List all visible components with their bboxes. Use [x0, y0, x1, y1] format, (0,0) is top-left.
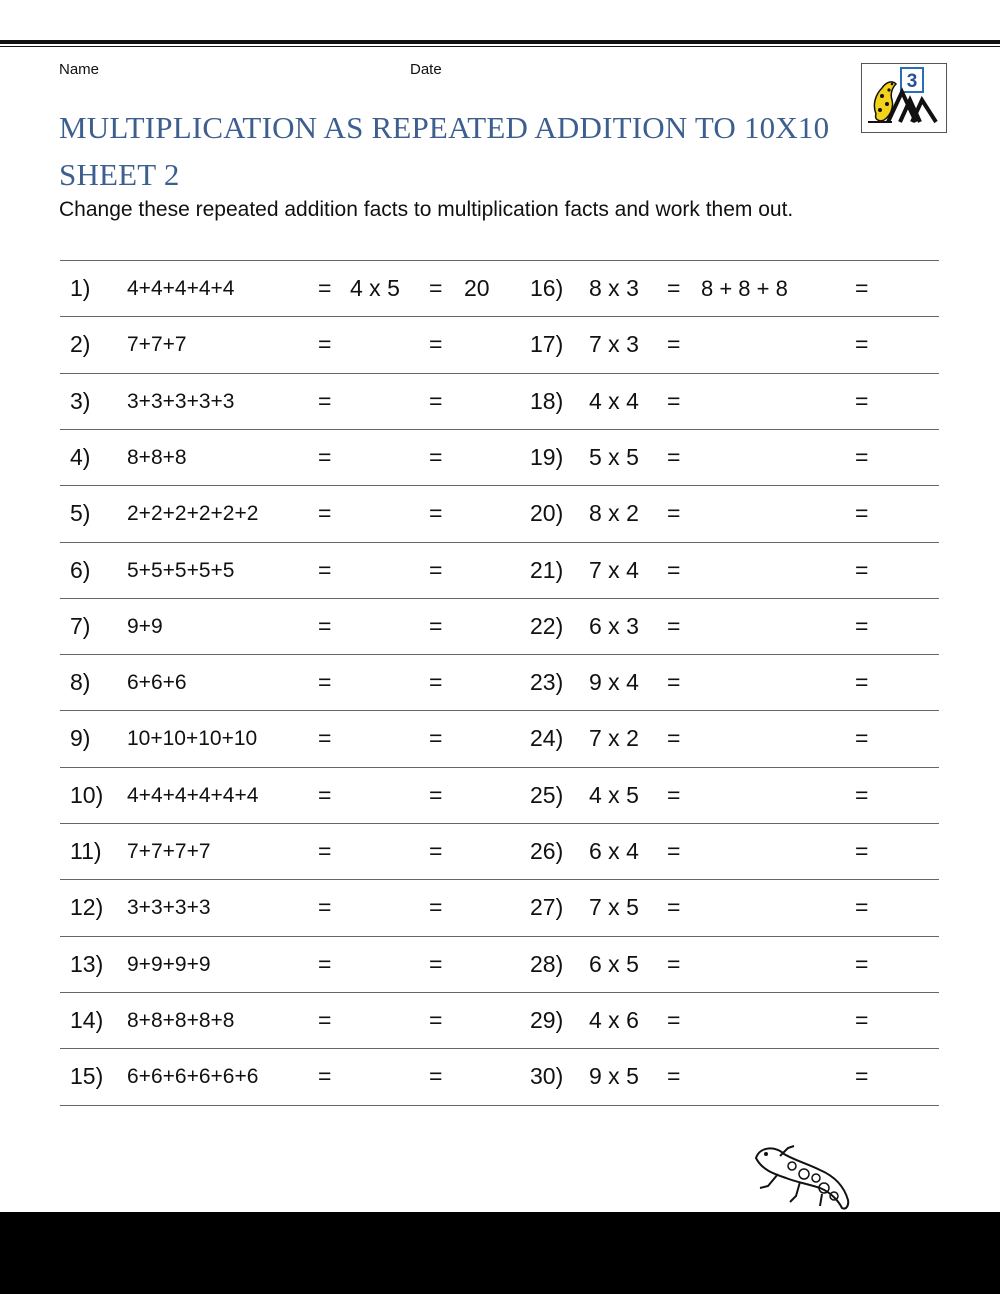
equals-sign: =: [667, 781, 681, 808]
equals-sign: =: [667, 275, 681, 301]
problem-number: 26): [530, 838, 564, 864]
multiplication-fact: 7 x 2: [589, 725, 639, 752]
problem-number: 2): [70, 331, 91, 358]
multiplication-fact: 9 x 5: [589, 1063, 639, 1090]
equals-sign: =: [667, 950, 681, 977]
repeated-addition: 7+7+7+7: [127, 840, 211, 863]
equals-sign: =: [855, 1063, 869, 1090]
problem-number: 11): [70, 838, 102, 864]
equals-sign: =: [429, 275, 443, 301]
equals-sign: =: [855, 556, 869, 583]
row-divider: [60, 1105, 939, 1106]
site-logo: [861, 63, 947, 133]
problem-number: 15): [70, 1063, 104, 1090]
equals-sign: =: [667, 331, 681, 358]
problem-row: [60, 768, 939, 824]
problem-number: 30): [530, 1063, 564, 1090]
equals-sign: =: [855, 443, 869, 470]
equals-sign: =: [429, 387, 443, 414]
equals-sign: =: [318, 275, 332, 301]
equals-sign: =: [667, 443, 681, 470]
problem-number: 8): [70, 669, 91, 696]
problem-number: 29): [530, 1006, 564, 1033]
problem-row: [60, 317, 939, 373]
equals-sign: =: [318, 443, 332, 470]
equals-sign: =: [667, 725, 681, 752]
title-line-2: SHEET 2: [59, 157, 180, 192]
equals-sign: =: [429, 612, 443, 639]
problem-row: [60, 824, 939, 880]
multiplication-fact: 4 x 4: [589, 387, 639, 414]
equals-sign: =: [429, 1006, 443, 1033]
repeated-addition: 5+5+5+5+5: [127, 558, 235, 582]
equals-sign: =: [855, 894, 869, 921]
repeated-addition: 9+9+9+9: [127, 952, 211, 976]
equals-sign: =: [855, 781, 869, 808]
equals-sign: =: [318, 387, 332, 414]
multiplication-fact: 6 x 5: [589, 950, 639, 977]
problem-number: 20): [530, 500, 564, 527]
salamander-icon: [750, 1140, 855, 1212]
problem-number: 12): [70, 894, 104, 921]
equals-sign: =: [667, 838, 681, 864]
equals-sign: =: [855, 500, 869, 527]
equals-sign: =: [855, 1006, 869, 1033]
repeated-addition: 8+8+8+8+8: [127, 1008, 235, 1032]
equals-sign: =: [667, 1006, 681, 1033]
equals-sign: =: [318, 950, 332, 977]
date-label: Date: [410, 61, 442, 78]
equals-sign: =: [667, 894, 681, 921]
problem-number: 7): [70, 612, 91, 639]
problem-row: [60, 486, 939, 542]
equals-sign: =: [667, 1063, 681, 1090]
problem-number: 21): [530, 556, 564, 583]
multiplication-fact: 4 x 5: [589, 781, 639, 808]
equals-sign: =: [318, 669, 332, 696]
equals-sign: =: [429, 500, 443, 527]
problem-number: 6): [70, 556, 91, 583]
equals-sign: =: [667, 669, 681, 696]
problem-row: [60, 993, 939, 1049]
multiplication-fact: 5 x 5: [589, 443, 639, 470]
equals-sign: =: [318, 894, 332, 921]
equals-sign: =: [855, 387, 869, 414]
problem-number: 13): [70, 950, 104, 977]
problem-number: 3): [70, 387, 91, 414]
problem-number: 16): [530, 275, 564, 301]
problem-row: [60, 937, 939, 993]
problem-number: 17): [530, 331, 564, 358]
equals-sign: =: [429, 443, 443, 470]
equals-sign: =: [318, 612, 332, 639]
multiplication-fact: 7 x 3: [589, 331, 639, 358]
repeated-addition-answer: 8 + 8 + 8: [701, 276, 788, 301]
repeated-addition: 3+3+3+3+3: [127, 389, 235, 413]
equals-sign: =: [429, 894, 443, 921]
equals-sign: =: [318, 781, 332, 808]
equals-sign: =: [855, 612, 869, 639]
title-line-1: MULTIPLICATION AS REPEATED ADDITION TO 10X10: [59, 110, 830, 145]
problem-number: 19): [530, 443, 564, 470]
equals-sign: =: [855, 950, 869, 977]
equals-sign: =: [429, 556, 443, 583]
equals-sign: =: [318, 331, 332, 358]
problem-number: 28): [530, 950, 564, 977]
equals-sign: =: [855, 725, 869, 752]
problem-row: [60, 655, 939, 711]
repeated-addition: 10+10+10+10: [127, 727, 258, 751]
problem-number: 9): [70, 725, 91, 752]
product-answer: 20: [464, 275, 490, 301]
repeated-addition: 8+8+8: [127, 445, 187, 469]
multiplication-fact: 7 x 5: [589, 894, 639, 921]
equals-sign: =: [318, 838, 332, 864]
equals-sign: =: [429, 1063, 443, 1090]
multiplication-fact: 6 x 3: [589, 612, 639, 639]
worksheet-title: [59, 104, 829, 198]
repeated-addition: 6+6+6+6+6+6: [127, 1065, 259, 1089]
equals-sign: =: [855, 838, 869, 864]
repeated-addition: 3+3+3+3: [127, 896, 211, 920]
multiplication-fact: 7 x 4: [589, 556, 639, 583]
top-rule-thin: [0, 46, 1000, 47]
problem-number: 24): [530, 725, 564, 752]
equals-sign: =: [318, 500, 332, 527]
problem-number: 18): [530, 387, 564, 414]
instructions: Change these repeated addition facts to multiplication facts and work them out.: [59, 198, 794, 221]
multiplication-fact: 4 x 6: [589, 1006, 639, 1033]
repeated-addition: 9+9: [127, 614, 163, 638]
problem-row: [60, 430, 939, 486]
equals-sign: =: [855, 331, 869, 358]
equals-sign: =: [667, 387, 681, 414]
problem-row: [60, 880, 939, 936]
equals-sign: =: [429, 838, 443, 864]
problem-row: [60, 599, 939, 655]
top-rule-thick: [0, 40, 1000, 44]
multiplication-fact: 8 x 3: [589, 275, 639, 301]
multiplication-fact: 9 x 4: [589, 669, 639, 696]
problem-row: [60, 1049, 939, 1105]
multiplication-fact: 6 x 4: [589, 838, 639, 864]
equals-sign: =: [318, 1006, 332, 1033]
problem-row: [60, 711, 939, 767]
equals-sign: =: [855, 669, 869, 696]
multiplication-fact-answer: 4 x 5: [350, 275, 400, 301]
equals-sign: =: [667, 612, 681, 639]
equals-sign: =: [667, 500, 681, 527]
problem-number: 22): [530, 612, 564, 639]
math-salamander-logo-icon: [862, 64, 946, 132]
problem-number: 4): [70, 443, 91, 470]
logo-badge-number: 3: [906, 71, 918, 92]
problem-number: 14): [70, 1006, 104, 1033]
equals-sign: =: [318, 556, 332, 583]
repeated-addition: 6+6+6: [127, 671, 187, 695]
multiplication-fact: 8 x 2: [589, 500, 639, 527]
equals-sign: =: [318, 725, 332, 752]
equals-sign: =: [855, 275, 869, 301]
equals-sign: =: [429, 669, 443, 696]
equals-sign: =: [667, 556, 681, 583]
name-label: Name: [59, 61, 100, 78]
footer-bar: [0, 1212, 1000, 1294]
problem-row: [60, 374, 939, 430]
equals-sign: =: [429, 725, 443, 752]
problem-row: [60, 261, 939, 317]
equals-sign: =: [429, 781, 443, 808]
repeated-addition: 4+4+4+4+4: [127, 277, 235, 300]
problem-number: 10): [70, 781, 104, 808]
problem-number: 5): [70, 500, 91, 527]
equals-sign: =: [318, 1063, 332, 1090]
problem-number: 27): [530, 894, 564, 921]
equals-sign: =: [429, 331, 443, 358]
repeated-addition: 4+4+4+4+4+4: [127, 783, 259, 807]
problem-number: 25): [530, 781, 564, 808]
equals-sign: =: [429, 950, 443, 977]
repeated-addition: 7+7+7: [127, 333, 187, 357]
problem-number: 23): [530, 669, 564, 696]
problem-row: [60, 543, 939, 599]
problem-number: 1): [70, 275, 91, 301]
repeated-addition: 2+2+2+2+2+2: [127, 502, 259, 526]
